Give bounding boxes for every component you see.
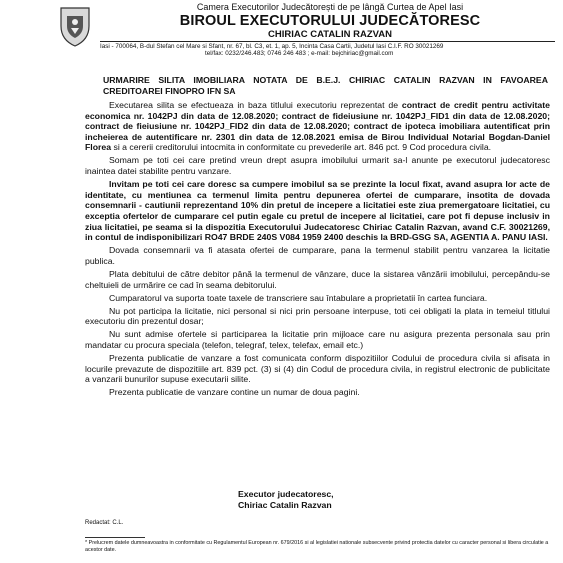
signature-block (238, 489, 334, 511)
paragraph: Cumparatorul va suporta toate taxele de transcriere sau întabulare a proprietatii în cartea funciara. (109, 292, 488, 303)
paragraph: Plata debitului de către debitor până la termenul de vânzare, duce la sistarea vânzării imobilului, percepându-se cheltuieli de urmărire ce cad în seama debitorului. (85, 268, 550, 290)
footnote: * Prelucrem datele dumneavoastra in conformitate cu Regulamentul European nr. 679/2016 si al legislatiei nationale subsecvente privind protectia datelor cu caracter personal si libera circulatie a acestor date. (85, 540, 549, 553)
paragraph: Nu pot participa la licitatie, nici personal si nici prin persoane interpuse, toti cei obligati la plata in temeiul titlului executoriu din prezentul dosar; (85, 305, 550, 327)
footnote-divider (85, 537, 145, 538)
document-title: URMARIRE SILITA IMOBILIARA NOTATA DE B.E.J. CHIRIAC CATALIN RAZVAN IN FAVOAREA CREDITOAREI FINOPRO IFN SA (103, 75, 548, 96)
paragraph: Executarea silita se efectueaza in baza titlului executoriu reprezentat de contract de credit pentru activitate economica nr. 1042PJ din data de 12.08.2020; contract de fideiusiune nr. 1042PJ_FID1 din data de 12.08.2020; contract de fieiusiune nr. 1042PJ_FID2 din data de 12.08.2020; contract de ipoteca imobiliara autentificat prin incheierea de autentificare nr. 2301 din data de 12.08.2021 emisa de Birou Individual Notarial Bogdan-Daniel Florea si a cererii creditorului intocmita in conformitate cu prevederile art. 846 pct. 9 Cod procedura civila. (85, 100, 550, 153)
contact-address: Iasi - 700064, B-dul Stefan cel Mare si Sfant, nr. 67, bl. C3, et. 1, ap. 5, Incinta Casa Cartii, Judetul Iasi C.I.F. RO 30021269 (100, 43, 444, 50)
document-body (85, 100, 550, 400)
bailiff-name: CHIRIAC CATALIN RAZVAN (267, 29, 392, 40)
contact-phone-email: tel/fax: 0232/246.483; 0746 246 483 ; e-mail: bejchiriac@gmail.com (205, 50, 394, 57)
chamber-name: Camera Executorilor Judecătorești de pe lângă Curtea de Apel Iasi (196, 2, 464, 12)
paragraph: Somam pe toti cei care pretind vreun drept asupra imobilului urmarit sa-l anunte pe executorul judecatoresc inaintea datei stabilite pentru vanzare. (85, 155, 550, 177)
paragraph: Invitam pe toti cei care doresc sa cumpere imobilul sa se prezinte la locul fixat, avand asupra lor acte de identitate, cu mentiunea ca termenul limita pentru depunerea ofertei de cumparare, insotita de dovada consemnarii - cautiunii reprezentand 10% din pretul de incepere a licitatiei este ziua premergatoare licitatiei, cu exceptia ofertelor de cumparare cel putin egale cu pretul de incepere al licitatiei, care pot fi depuse inclusiv in ziua licitatiei, pe seama si la dispozitia Executorului Judecatoresc Chiriac Catalin Razvan, avand C.F. 30021269, in contul de indisponibilizari RO47 BRDE 240S V084 1959 2400 deschis la BRD-GSG SA, AGENTIA A. PANU IASI. (85, 179, 550, 243)
signature-role: Executor judecatoresc, (238, 489, 334, 499)
redactat-note: Redactat: C.L. (85, 520, 124, 526)
header-divider (100, 41, 555, 42)
letterhead (130, 2, 530, 41)
paragraph: Prezenta publicatie de vanzare a fost comunicata conform dispozitiilor Codului de procedura civila si afisata in locurile prevazute de dispozitiile art. 839 pct. (3) si (4) din Codul de procedura civila, in registrul electronic de publicitate a vanzarii bunurilor supuse executarii silite. (85, 353, 550, 385)
paragraph: Prezenta publicatie de vanzare contine un numar de doua pagini. (109, 387, 360, 398)
signature-name: Chiriac Catalin Razvan (238, 500, 332, 510)
paragraph: Dovada consemnarii va fi atasata ofertei de cumparare, pana la termenul stabilit pentru vanzarea la licitatie publica. (85, 245, 550, 266)
office-name: BIROUL EXECUTORULUI JUDECĂTORESC (179, 13, 481, 29)
coat-of-arms-icon (55, 4, 95, 48)
paragraph: Nu sunt admise ofertele si participarea la licitatie prin mijloace care nu asigura prezenta personala sau prin mandatar cu procura speciala (telefon, telegraf, telex, telefax, email etc.) (85, 329, 550, 350)
